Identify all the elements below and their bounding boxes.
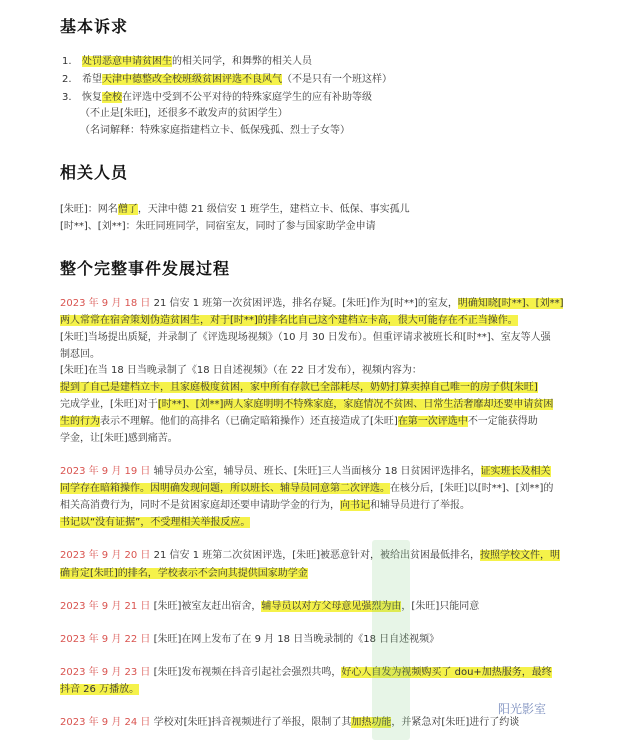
event-0923-line-1: 2023 年 9 月 23 日 [朱旺]发布视频在抖音引起社会强烈共鸣，好心人自发为视频购买了 dou+加热服务，最终 [60, 667, 552, 678]
section-title-timeline: 整个完整事件发展过程 [60, 259, 231, 278]
demand-item-1: 1. 处罚恶意申请贫困生的相关同学，和舞弊的相关人员 [62, 56, 312, 67]
event-0918-line-7: 完成学业，[朱旺]对于[时**]、[刘**]两人家庭明明不特殊家庭，家庭情况不贫困、日常生活奢靡却还要申请贫困 [60, 399, 554, 410]
event-0918-line-1: 2023 年 9 月 18 日 21 信安 1 班第一次贫困评选，排名存疑。[朱旺]作为[时**]的室友，明确知晓[时**]、[刘**] [60, 298, 564, 309]
event-0921: 2023 年 9 月 21 日 [朱旺]被室友赶出宿舍，辅导员以对方父母意见强烈为由，[朱旺]只能同意 [60, 601, 480, 612]
event-0918-line-8: 生的行为表示不理解。他们的高排名（已确定暗箱操作）还直接造成了[朱旺]在第一次评选中不一定能获得助 [60, 416, 538, 427]
event-0919-line-3: 相关高消费行为，同时不是贫困家庭却还要申请助学金的行为，向书记和辅导员进行了举报。 [60, 500, 470, 511]
event-0922: 2023 年 9 月 22 日 [朱旺]在网上发布了在 9 月 18 日当晚录制的《18 日自述视频》 [60, 634, 440, 645]
watermark-shape [372, 540, 410, 740]
event-0918-line-3: [朱旺]当场提出质疑，并录制了《评选现场视频》（10 月 30 日发布）。但重评请求被班长和[时**]、室友等人强 [60, 332, 551, 343]
event-0918-line-2: 两人常常在宿舍策划伪造贫困生，对于[时**]的排名比自己这个建档立卡高，很大可能存在不正当操作。 [60, 315, 518, 326]
event-0923-line-2: 抖音 26 万播放。 [60, 684, 140, 695]
demand-note-1: （不止是[朱旺]，还很多不敢发声的贫困学生） [80, 108, 288, 119]
event-0924: 2023 年 9 月 24 日 学校对[朱旺]抖音视频进行了举报，限制了其加热功能，并紧急对[朱旺]进行了约谈 [60, 717, 520, 728]
person-roommates: [时**]、[刘**]：朱旺同班同学，同宿室友，同时了参与国家助学金申请 [60, 221, 376, 232]
event-0919-line-1: 2023 年 9 月 19 日 辅导员办公室，辅导员、班长、[朱旺]三人当面核分 18 日贫困评选排名，证实班长及相关 [60, 466, 551, 477]
watermark-text: 阳光影室 [498, 702, 547, 716]
event-0918-line-9: 学金，让[朱旺]感到痛苦。 [60, 433, 178, 444]
event-0918-line-5: [朱旺]在当 18 日当晚录制了《18 日自述视频》（在 22 日才发布），视频内容为： [60, 365, 422, 376]
demand-note-2: （名词解释：特殊家庭指建档立卡、低保残孤、烈士子女等） [80, 125, 350, 136]
event-0920-line-1: 2023 年 9 月 20 日 21 信安 1 班第二次贫困评选，[朱旺]被恶意针对，被给出贫困最低排名，按照学校文件，明 [60, 550, 561, 561]
demand-item-3: 3. 恢复全校在评选中受到不公平对待的特殊家庭学生的应有补助等级 [62, 92, 372, 103]
demand-item-2: 2. 希望天津中德整改全校班级贫困评选不良风气（不是只有一个班这样） [62, 74, 392, 85]
event-0918-line-6: 提到了自己是建档立卡，且家庭极度贫困，家中所有存款已全部耗尽，奶奶打算卖掉自己唯一的房子供[朱旺] [60, 382, 538, 393]
event-0918-line-4: 制怼回。 [60, 349, 100, 360]
person-zhuwang: [朱旺]：网名僧了，天津中德 21 级信安 1 班学生，建档立卡、低保、事实孤儿 [60, 204, 410, 215]
event-0919-line-2: 同学存在暗箱操作。因明确发现问题，所以班长、辅导员同意第二次评选。在核分后，[朱旺]以[时**]、[刘**]的 [60, 483, 554, 494]
section-title-basic-demands: 基本诉求 [60, 17, 129, 36]
event-0919-line-4: 书记以“没有证据”，不受理相关举报反应。 [60, 517, 251, 528]
event-0920-line-2: 确肯定[朱旺]的排名，学校表示不会向其提供国家助学金 [60, 568, 308, 579]
section-title-related-persons: 相关人员 [60, 163, 129, 182]
